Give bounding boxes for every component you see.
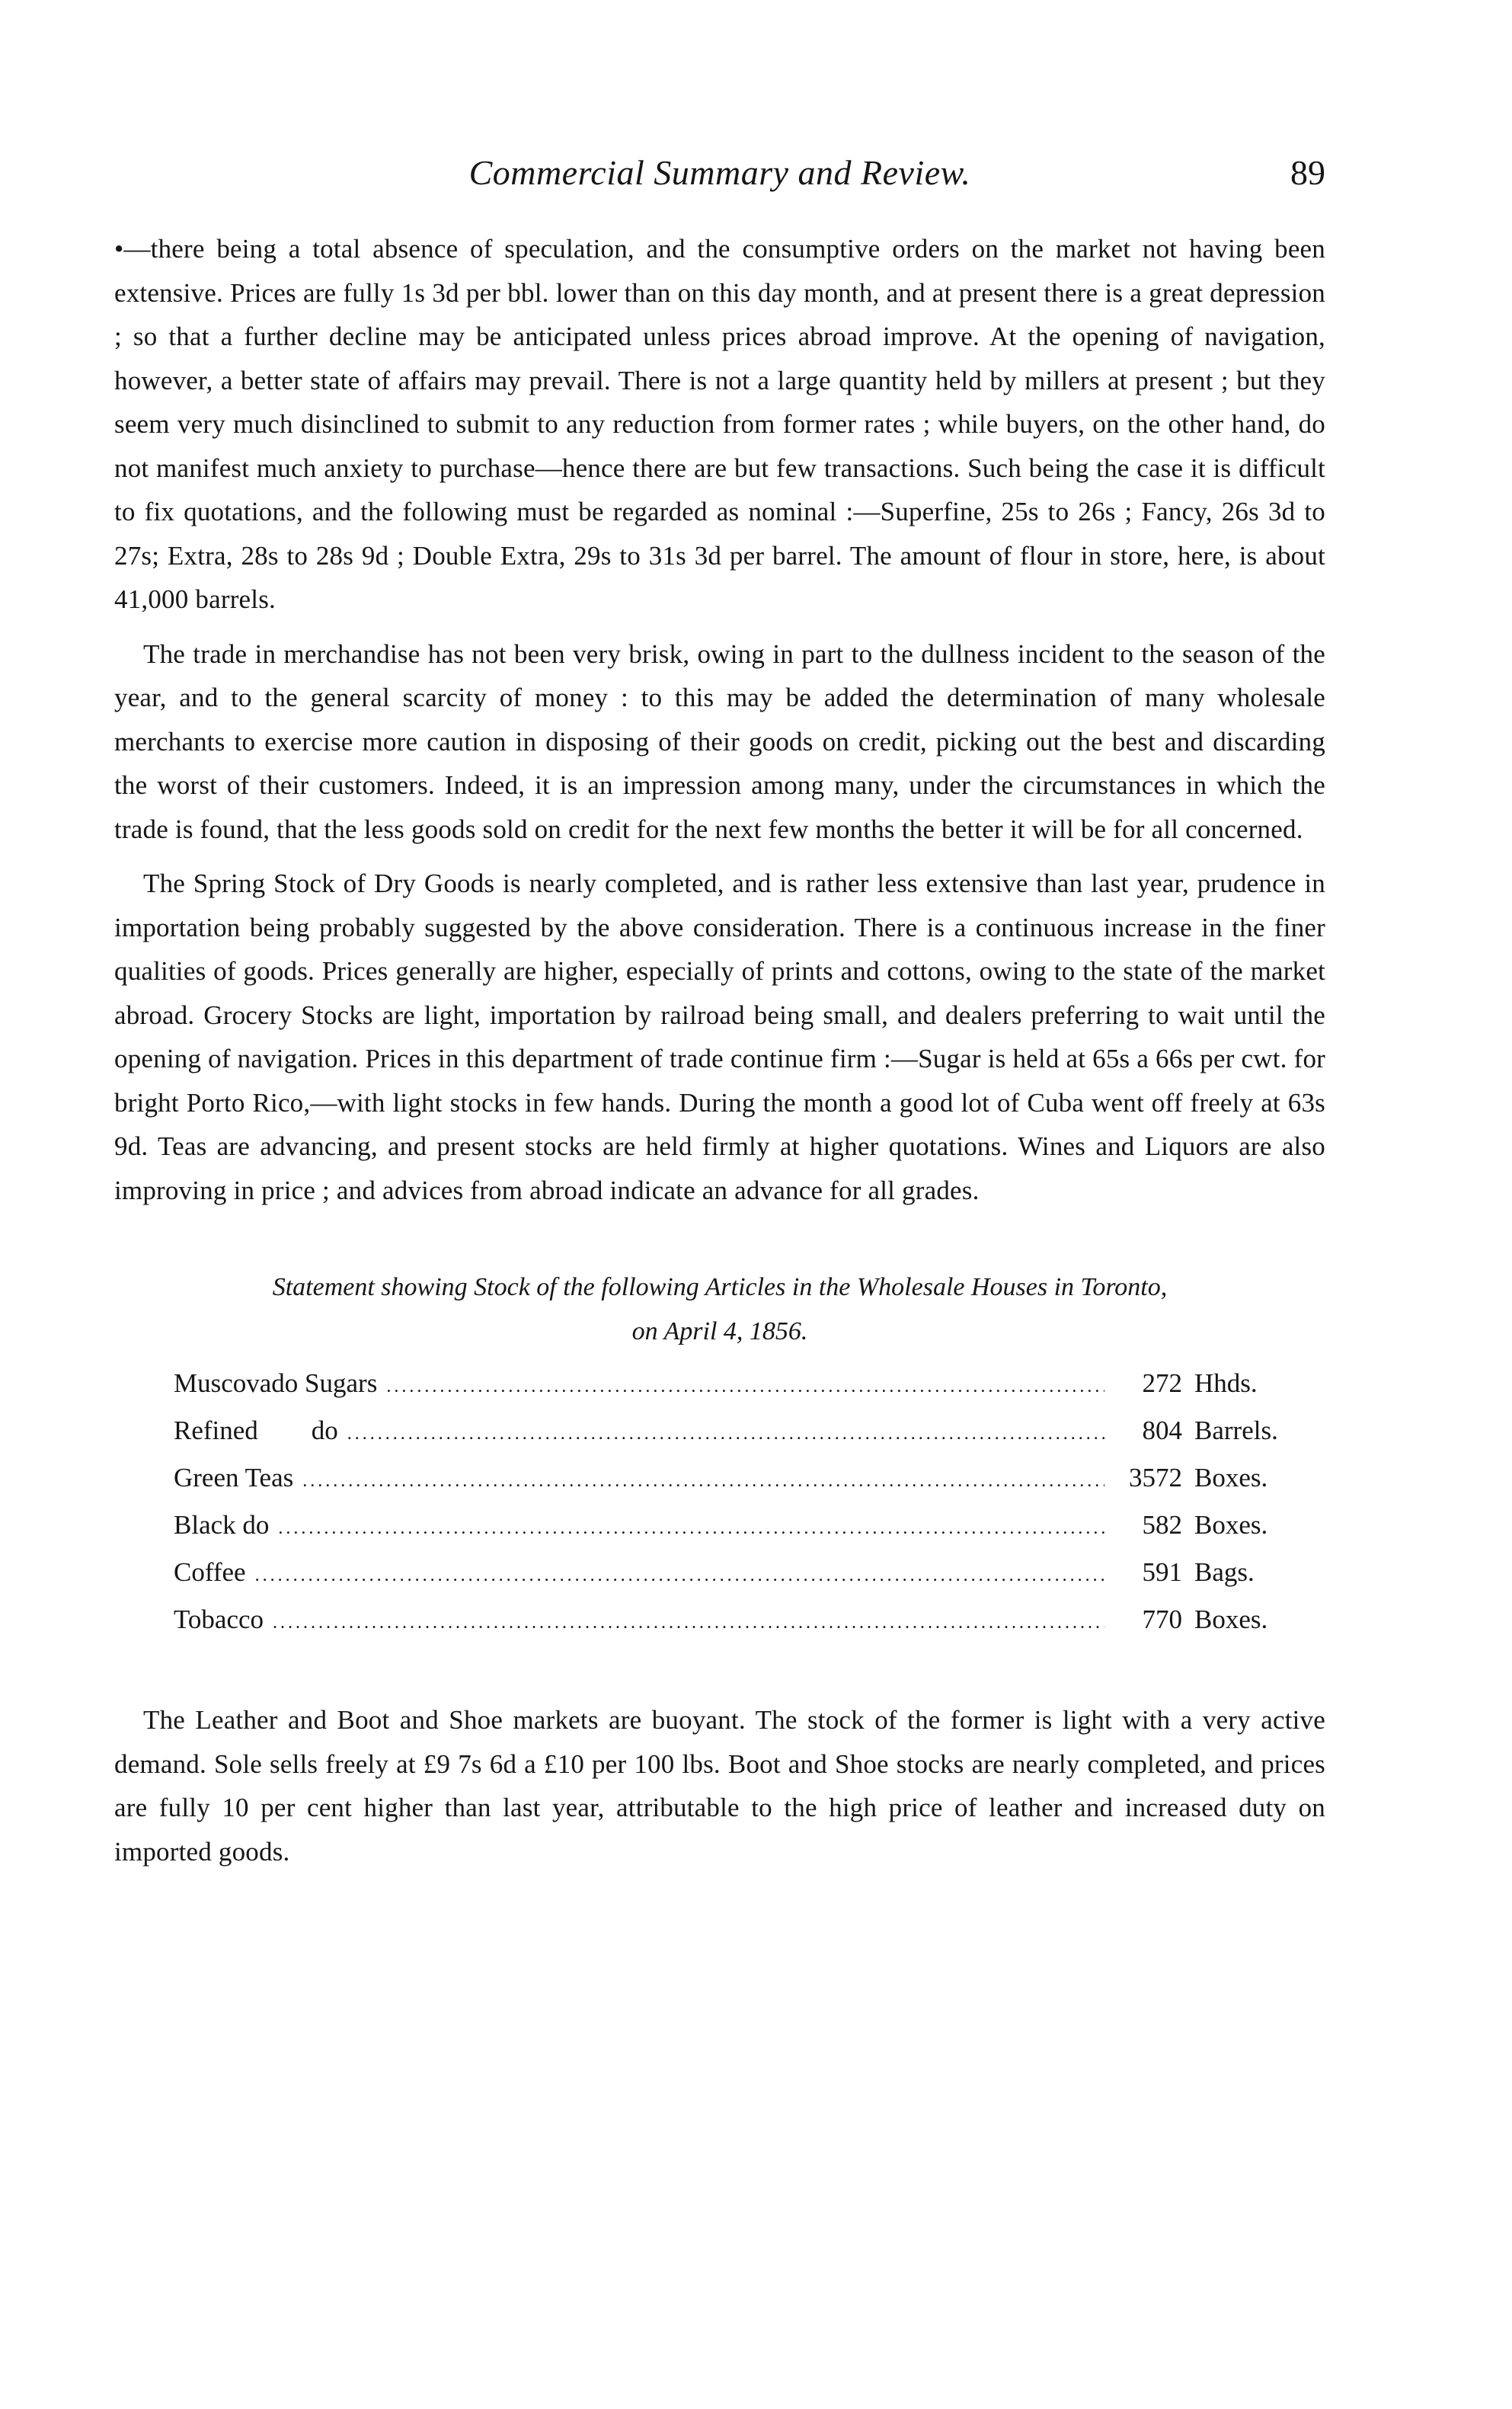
dot-leader bbox=[347, 1412, 1104, 1456]
page-number: 89 bbox=[1290, 153, 1325, 192]
stock-row bbox=[174, 1456, 1316, 1503]
stock-quantity: 591 bbox=[1142, 1557, 1182, 1587]
stock-row bbox=[174, 1598, 1316, 1645]
page bbox=[114, 152, 1325, 1873]
stock-item: Green Teas bbox=[174, 1463, 294, 1492]
stock-unit: Boxes. bbox=[1194, 1510, 1268, 1540]
stock-item: Refined do bbox=[174, 1416, 338, 1445]
stock-quantity: 804 bbox=[1142, 1416, 1182, 1445]
paragraph-merchandise-trade: The trade in merchandise has not been very brisk, owing in part to the dullness incident to the season of the year, and to the general scarcity of money : to this may be added the determination of many wholesale merchants to exercise more caution in disposing of their goods on credit, picking out the best and discarding the worst of their customers. Indeed, it is an impression among many, under the circumstances in which the trade is found, that the less goods sold on credit for the next few months the better it will be for all concerned. bbox=[114, 638, 1325, 844]
paragraph-dry-goods: The Spring Stock of Dry Goods is nearly completed, and is rather less extensive than last year, prudence in importation being probably suggested by the above consideration. There is a continuous increase in the finer qualities of goods. Prices generally are higher, especially of prints and cottons, owing to the state of the market abroad. Grocery Stocks are light, importation by railroad being small, and dealers preferring to wait until the opening of navigation. Prices in this department of trade continue firm :—Sugar is held at 65s a 66s per cwt. for bright Porto Rico,—with light stocks in few hands. During the month a good lot of Cuba went off freely at 63s 9d. Teas are advancing, and present stocks are held firmly at higher quotations. Wines and Liquors are also improving in price ; and advices from abroad indicate an advance for all grades. bbox=[114, 869, 1325, 1205]
stock-unit: Bags. bbox=[1194, 1557, 1255, 1587]
stock-unit: Boxes. bbox=[1194, 1604, 1268, 1634]
dot-leader bbox=[302, 1459, 1104, 1503]
stock-item: Black do bbox=[174, 1510, 270, 1540]
dot-leader bbox=[255, 1553, 1104, 1598]
stock-row bbox=[174, 1361, 1316, 1409]
stock-row bbox=[174, 1550, 1316, 1598]
stock-unit: Hhds. bbox=[1194, 1368, 1258, 1398]
paragraph-leather-market: The Leather and Boot and Shoe markets are buoyant. The stock of the former is light with a very active demand. Sole sells freely at £9 7s 6d a £10 per 100 lbs. Boot and Shoe stocks are nearly completed, and prices are fully 10 per cent higher than last year, attributable to the high price of leather and increased duty on imported goods. bbox=[114, 1705, 1325, 1867]
stock-quantity: 582 bbox=[1142, 1510, 1182, 1540]
stock-item: Muscovado Sugars bbox=[174, 1368, 378, 1398]
stock-unit: Barrels. bbox=[1194, 1416, 1278, 1445]
dot-leader bbox=[386, 1364, 1104, 1409]
stock-unit: Boxes. bbox=[1194, 1463, 1268, 1492]
stock-statement-line-2: on April 4, 1856. bbox=[631, 1317, 808, 1345]
stock-row bbox=[174, 1409, 1316, 1456]
dot-leader bbox=[273, 1601, 1104, 1645]
dot-leader bbox=[278, 1506, 1104, 1550]
stock-row bbox=[174, 1503, 1316, 1550]
stock-quantity: 3572 bbox=[1129, 1463, 1182, 1492]
stock-item: Coffee bbox=[174, 1557, 246, 1587]
stock-statement-caption bbox=[114, 1265, 1325, 1354]
stock-quantity: 770 bbox=[1142, 1604, 1182, 1634]
stock-table bbox=[174, 1361, 1316, 1645]
page-title: Commercial Summary and Review. bbox=[468, 153, 971, 192]
paragraph-flour-market: •—there being a total absence of speculation, and the consumptive orders on the market not having been extensive. Prices are fully 1s 3d per bbl. lower than on this day month, and at present there is a great depression ; so that a further decline may be anticipated unless prices abroad improve. At the opening of navigation, however, a better state of affairs may prevail. There is not a large quantity held by millers at present ; but they seem very much disinclined to submit to any reduction from former rates ; while buyers, on the other hand, do not manifest much anxiety to purchase—hence there are but few transactions. Such being the case it is difficult to fix quotations, and the following must be regarded as nominal :—Superfine, 25s to 26s ; Fancy, 26s 3d to 27s; Extra, 28s to 28s 9d ; Double Extra, 29s to 31s 3d per barrel. The amount of flour in store, here, is about 41,000 barrels. bbox=[114, 234, 1325, 614]
stock-item: Tobacco bbox=[174, 1604, 264, 1634]
stock-quantity: 272 bbox=[1142, 1368, 1182, 1398]
running-head bbox=[114, 152, 1325, 206]
stock-statement-line-1: Statement showing Stock of the following Articles in the Wholesale Houses in Toronto, bbox=[272, 1273, 1168, 1301]
